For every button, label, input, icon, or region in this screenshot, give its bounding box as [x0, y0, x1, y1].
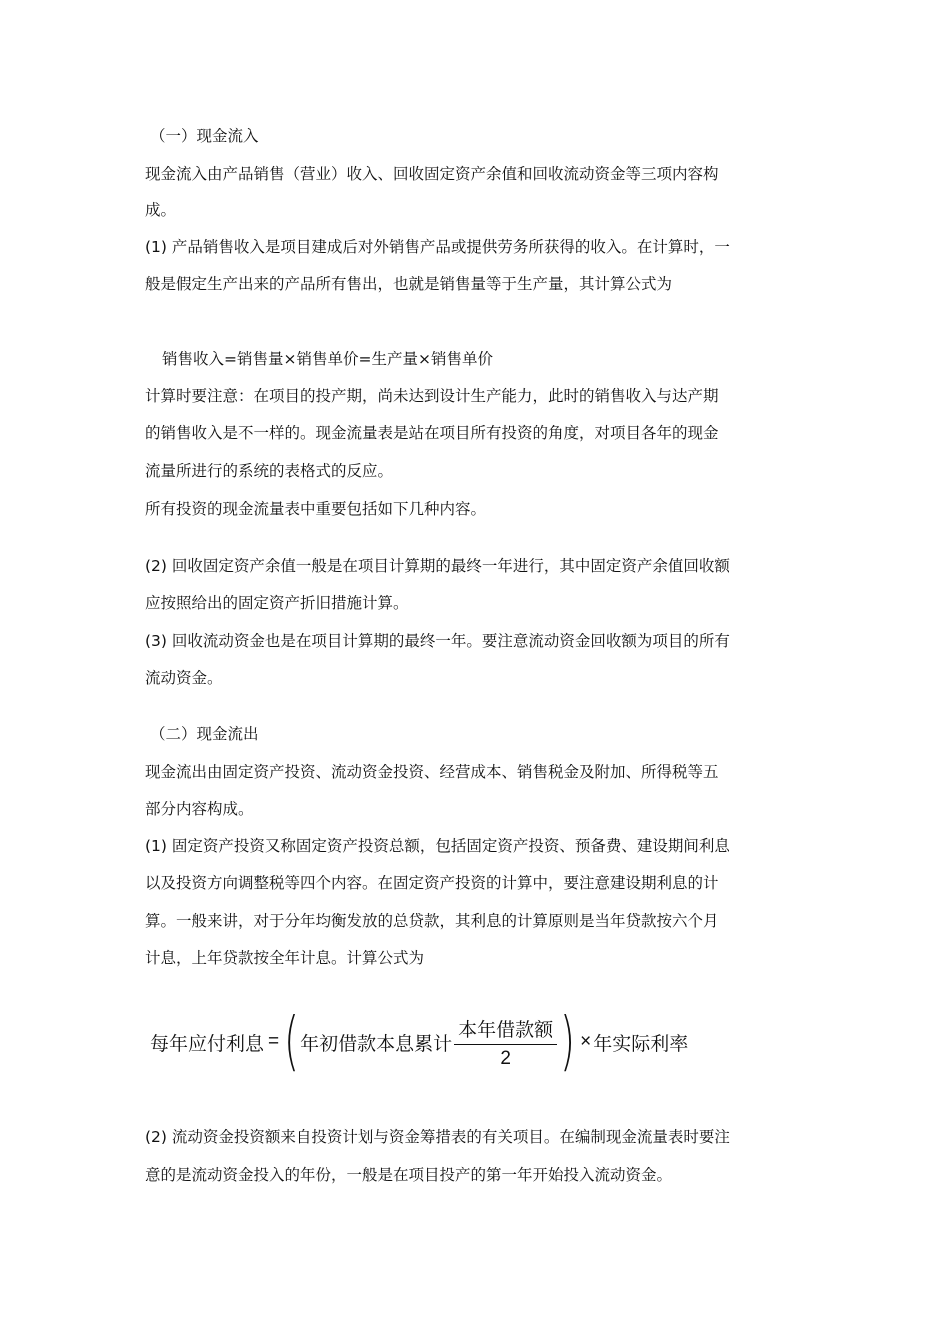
- formula-equals: =: [268, 1031, 280, 1052]
- section2-item1-line3: 算。一般来讲，对于分年均衡发放的总贷款，其利息的计算原则是当年贷款按六个月: [145, 912, 719, 930]
- section1-heading: （一）现金流入: [150, 127, 259, 145]
- section1-item1-line2: 般是假定生产出来的产品所有售出，也就是销售量等于生产量，其计算公式为: [145, 275, 673, 293]
- section2-heading: （二）现金流出: [150, 725, 259, 743]
- formula-times: ×: [580, 1031, 592, 1052]
- formula-lhs: 每年应付利息: [150, 1033, 265, 1055]
- section2-item1-line4: 计息，上年贷款按全年计息。计算公式为: [145, 949, 425, 967]
- fraction-denominator: 2: [500, 1047, 511, 1069]
- section1-item1-line1: (1) 产品销售收入是项目建成后对外销售产品或提供劳务所获得的收入。在计算时，一: [145, 238, 730, 256]
- section1-item2-line2: 应按照给出的固定资产折旧措施计算。: [145, 594, 409, 612]
- section1-item2-line1: (2) 回收固定资产余值一般是在项目计算期的最终一年进行，其中固定资产余值回收额: [145, 557, 730, 575]
- section1-item3-line1: (3) 回收流动资金也是在项目计算期的最终一年。要注意流动资金回收额为项目的所有: [145, 632, 730, 650]
- section1-note-line3: 流量所进行的系统的表格式的反应。: [145, 462, 394, 480]
- sales-revenue-formula: 销售收入=销售量×销售单价=生产量×销售单价: [162, 350, 493, 368]
- section1-note-line1: 计算时要注意：在项目的投产期，尚未达到设计生产能力，此时的销售收入与达产期: [145, 387, 719, 405]
- section2-intro-line2: 部分内容构成。: [145, 800, 254, 818]
- formula-rhs: 年实际利率: [593, 1033, 689, 1055]
- formula-fraction: [454, 1015, 557, 1070]
- section2-item2-line2: 意的是流动资金投入的年份，一般是在项目投产的第一年开始投入流动资金。: [145, 1166, 673, 1184]
- section1-intro-line2: 成。: [145, 201, 177, 219]
- section1-item3-line2: 流动资金。: [145, 669, 223, 687]
- fraction-numerator: 本年借款额: [454, 1015, 557, 1045]
- formula-term1: 年初借款本息累计: [300, 1033, 453, 1055]
- interest-formula: [150, 1005, 690, 1079]
- section2-item1-line2: 以及投资方向调整税等四个内容。在固定资产投资的计算中，要注意建设期利息的计: [145, 874, 719, 892]
- section2-intro-line1: 现金流出由固定资产投资、流动资金投资、经营成本、销售税金及附加、所得税等五: [145, 763, 719, 781]
- section1-note-line2: 的销售收入是不一样的。现金流量表是站在项目所有投资的角度，对项目各年的现金: [145, 424, 719, 442]
- right-parenthesis: ): [560, 1005, 576, 1079]
- section2-item2-line1: (2) 流动资金投资额来自投资计划与资金筹措表的有关项目。在编制现金流量表时要注: [145, 1128, 730, 1146]
- section1-intro-line1: 现金流入由产品销售（营业）收入、回收固定资产余值和回收流动资金等三项内容构: [145, 165, 719, 183]
- section2-item1-line1: (1) 固定资产投资又称固定资产投资总额，包括固定资产投资、预备费、建设期间利息: [145, 837, 730, 855]
- left-parenthesis: (: [284, 1005, 300, 1079]
- section1-note-line4: 所有投资的现金流量表中重要包括如下几种内容。: [145, 500, 487, 518]
